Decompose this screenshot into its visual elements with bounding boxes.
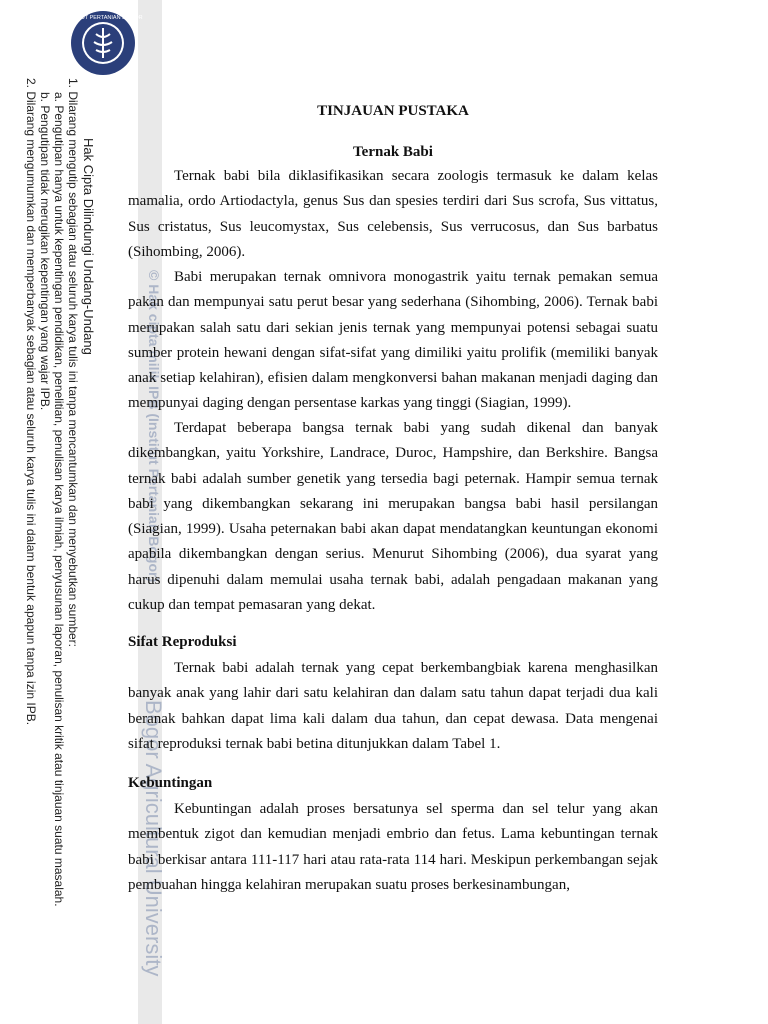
- section-heading-sifat-reproduksi: Sifat Reproduksi: [128, 634, 237, 650]
- logo-ring-text: INSTITUT PERTANIAN BOGOR: [63, 15, 143, 21]
- watermark-ipb: © Hak cipta milik IPB (Institut Pertanian Bogor): [146, 270, 162, 583]
- copyright-title: Hak Cipta Dilindungi Undang-Undang: [81, 138, 96, 355]
- paragraph-4: Ternak babi adalah ternak yang cepat berkembangbiak karena menghasilkan banyak anak yang lahir dari satu kelahiran dan dalam satu tahun dapat terjadi dua kali beranak bahkan dapat lima kali dalam dua tahun, dan cepat dewasa. Data mengenai sifat reproduksi ternak babi betina ditunjukkan dalam Tabel 1.: [128, 660, 658, 752]
- paragraph-3: Terdapat beberapa bangsa ternak babi yang sudah dikenal dan banyak dikembangkan, yaitu Yorkshire, Landrace, Duroc, Hampshire, dan Berkshire. Bangsa ternak babi adalah sumber genetik yang tersedia bagi peternak. Hampir semua ternak babi yang dikembangkan sekarang ini merupakan bangsa babi hasil persilangan (Siagian, 1999). Usaha peternakan babi akan dapat mendatangkan keuntungan ekonomi apabila dikembangkan dengan serius. Menurut Sihombing (2006), dua syarat yang harus dipenuhi dalam memulai usaha ternak babi, adalah pengadaan makanan yang cukup dan tempat pemasaran yang dekat.: [128, 420, 658, 614]
- watermark-university: Bogor Agricultural University: [141, 700, 166, 977]
- section-heading-kebuntingan: Kebuntingan: [128, 775, 213, 791]
- copyright-rule-1: 1. Dilarang mengutip sebagian atau seluruh karya tulis ini tanpa mencantumkan dan menyebutkan sumber:: [66, 78, 80, 648]
- ipb-logo-icon: [63, 10, 143, 76]
- copyright-rule-1b: b. Pengutipan tidak merugikan kepentingan yang wajar IPB.: [38, 92, 52, 411]
- paragraph-2: Babi merupakan ternak omnivora monogastrik yaitu ternak pemakan semua pakan dan mempunyai satu perut besar yang sederhana (Sihombing, 2006). Ternak babi merupakan salah satu dari sekian jenis ternak yang mempunyai potensi sebagai suatu sumber protein hewani dengan sifat-sifat yang dimiliki yaitu prolifik (memiliki banyak anak setiap kelahiran), efisien dalam mengkonversi bahan makanan menjadi daging dan mempunyai daging dengan persentase karkas yang tinggi (Siagian, 1999).: [128, 269, 658, 412]
- paragraph-5: Kebuntingan adalah proses bersatunya sel sperma dan sel telur yang akan membentuk zigot dan kemudian menjadi embrio dan fetus. Lama kebuntingan ternak babi berkisar antara 111-117 hari atau rata-rata 114 hari. Meskipun perkembangan sejak pembuahan hingga kelahiran merupakan suatu proses berkesinambungan,: [128, 801, 658, 893]
- document-page: [128, 0, 658, 1024]
- copyright-rule-2: 2. Dilarang mengumumkan dan memperbanyak sebagian atau seluruh karya tulis ini dalam bentuk apapun tanpa izin IPB.: [24, 78, 38, 726]
- copyright-rule-1a: a. Pengutipan hanya untuk kepentingan pendidikan, penelitian, penulisan karya ilmiah, penyusunan laporan, penulisan kritik atau tinjauan suatu masalah.: [52, 92, 66, 907]
- paragraph-1: Ternak babi bila diklasifikasikan secara zoologis termasuk ke dalam kelas mamalia, ordo Artiodactyla, genus Sus dan spesies terdiri dari Sus scrofa, Sus vittatus, Sus cristatus, Sus leucomystax, Sus celebensis, Sus verrucosus, dan Sus barbatus (Sihombing, 2006).: [128, 168, 658, 260]
- section-heading-ternak-babi: Ternak Babi: [353, 144, 433, 160]
- page-title: TINJAUAN PUSTAKA: [317, 103, 469, 119]
